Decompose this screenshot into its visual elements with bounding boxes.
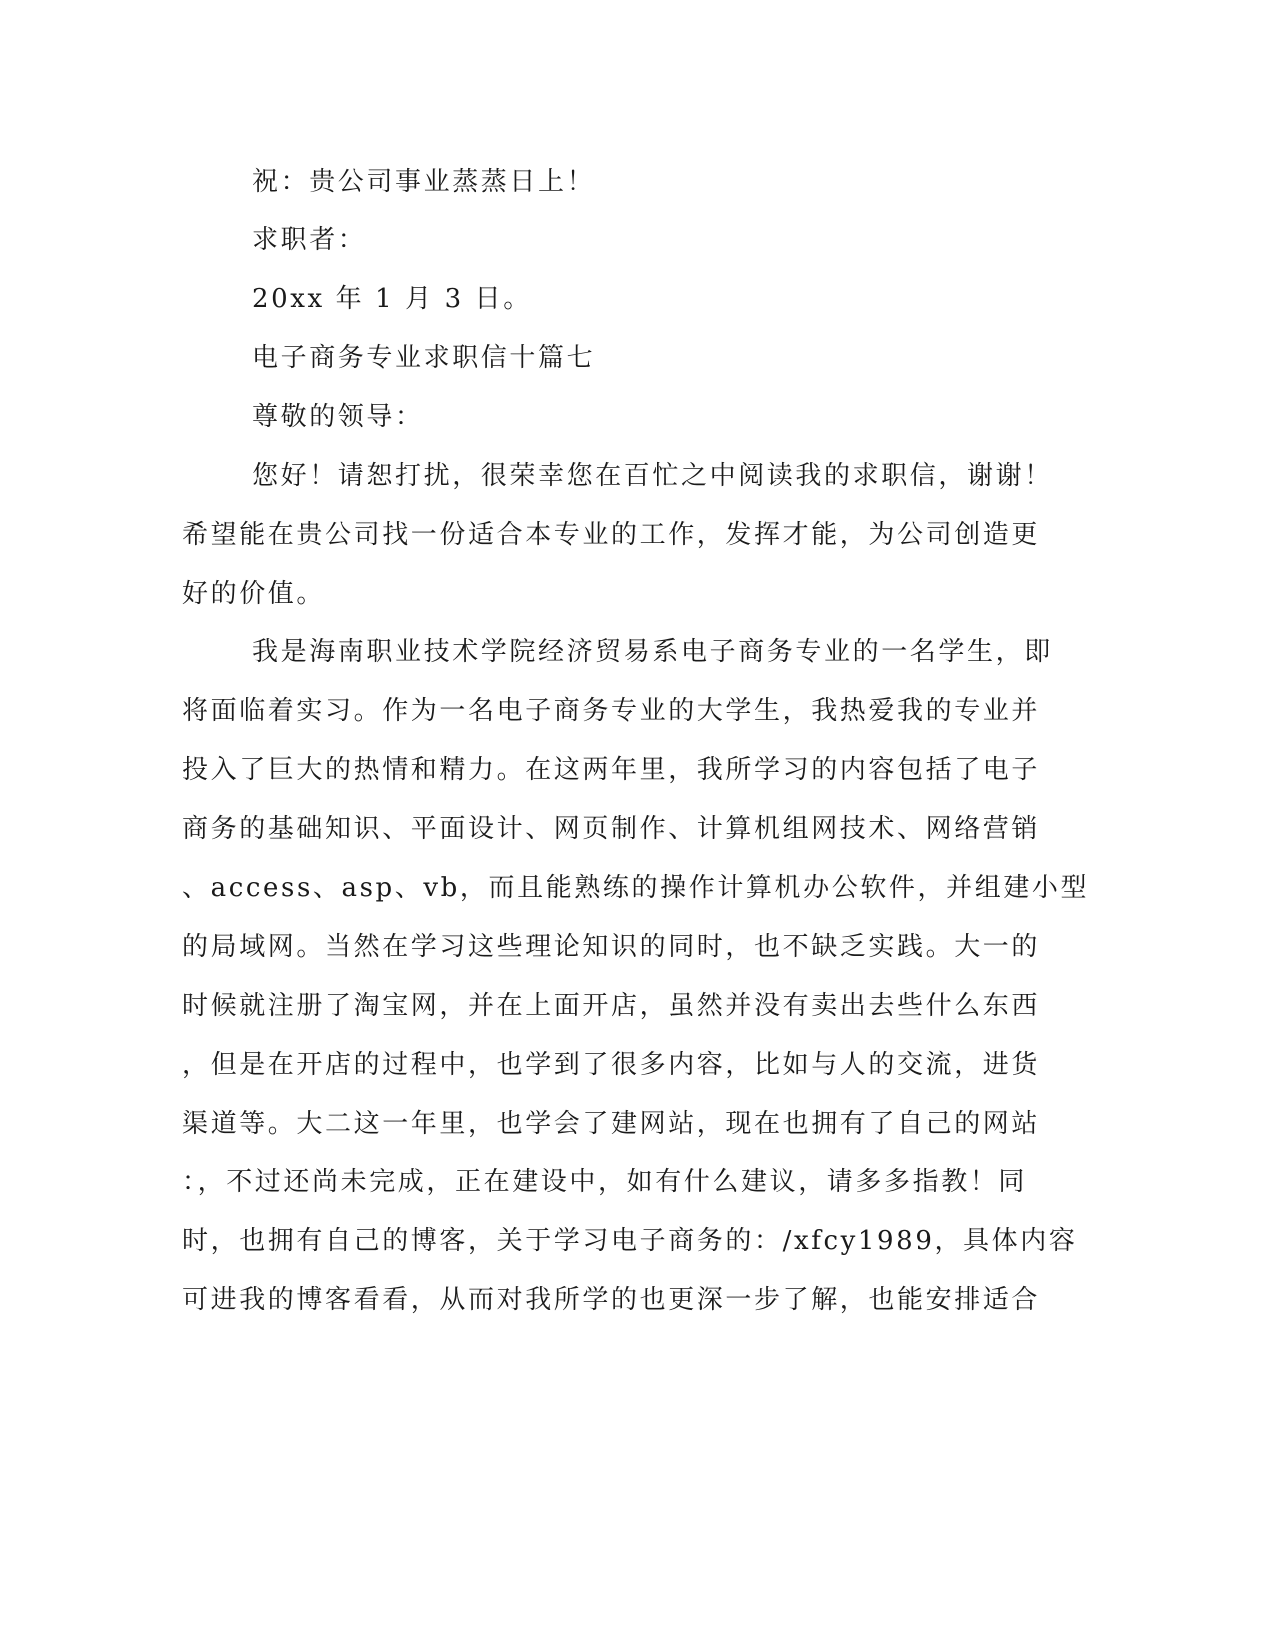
paragraph-line: 时，也拥有自己的博客，关于学习电子商务的：/xfcy1989，具体内容 [182, 1226, 1078, 1256]
paragraph-line: 时候就注册了淘宝网，并在上面开店，虽然并没有卖出去些什么东西 [182, 991, 1041, 1021]
paragraph-line: 可进我的博客看看，从而对我所学的也更深一步了解，也能安排适合 [182, 1285, 1041, 1315]
paragraph-line: 投入了巨大的热情和精力。在这两年里，我所学习的内容包括了电子 [182, 755, 1041, 785]
paragraph-line: 您好！请恕打扰，很荣幸您在百忙之中阅读我的求职信，谢谢！ [252, 461, 1053, 491]
paragraph-line: ，但是在开店的过程中，也学到了很多内容，比如与人的交流，进货 [182, 1050, 1041, 1080]
paragraph-line: 商务的基础知识、平面设计、网页制作、计算机组网技术、网络营销 [182, 814, 1041, 844]
letter-date: 20xx 年 1 月 3 日。 [252, 284, 532, 314]
paragraph-line: 希望能在贵公司找一份适合本专业的工作，发挥才能，为公司创造更 [182, 520, 1041, 550]
section-title: 电子商务专业求职信十篇七 [252, 343, 596, 373]
signature-label: 求职者： [252, 225, 367, 255]
paragraph-line: 、access、asp、vb，而且能熟练的操作计算机办公软件，并组建小型 [182, 873, 1090, 903]
paragraph-line: ：，不过还尚未完成，正在建设中，如有什么建议，请多多指教！同 [182, 1167, 1028, 1197]
paragraph-line: 好的价值。 [182, 579, 326, 609]
paragraph-line: 将面临着实习。作为一名电子商务专业的大学生，我热爱我的专业并 [182, 696, 1041, 726]
closing-wish: 祝：贵公司事业蒸蒸日上！ [252, 167, 596, 197]
paragraph-line: 我是海南职业技术学院经济贸易系电子商务专业的一名学生，即 [252, 637, 1053, 667]
salutation: 尊敬的领导： [252, 402, 424, 432]
paragraph-line: 渠道等。大二这一年里，也学会了建网站，现在也拥有了自己的网站 [182, 1109, 1041, 1139]
paragraph-line: 的局域网。当然在学习这些理论知识的同时，也不缺乏实践。大一的 [182, 932, 1041, 962]
